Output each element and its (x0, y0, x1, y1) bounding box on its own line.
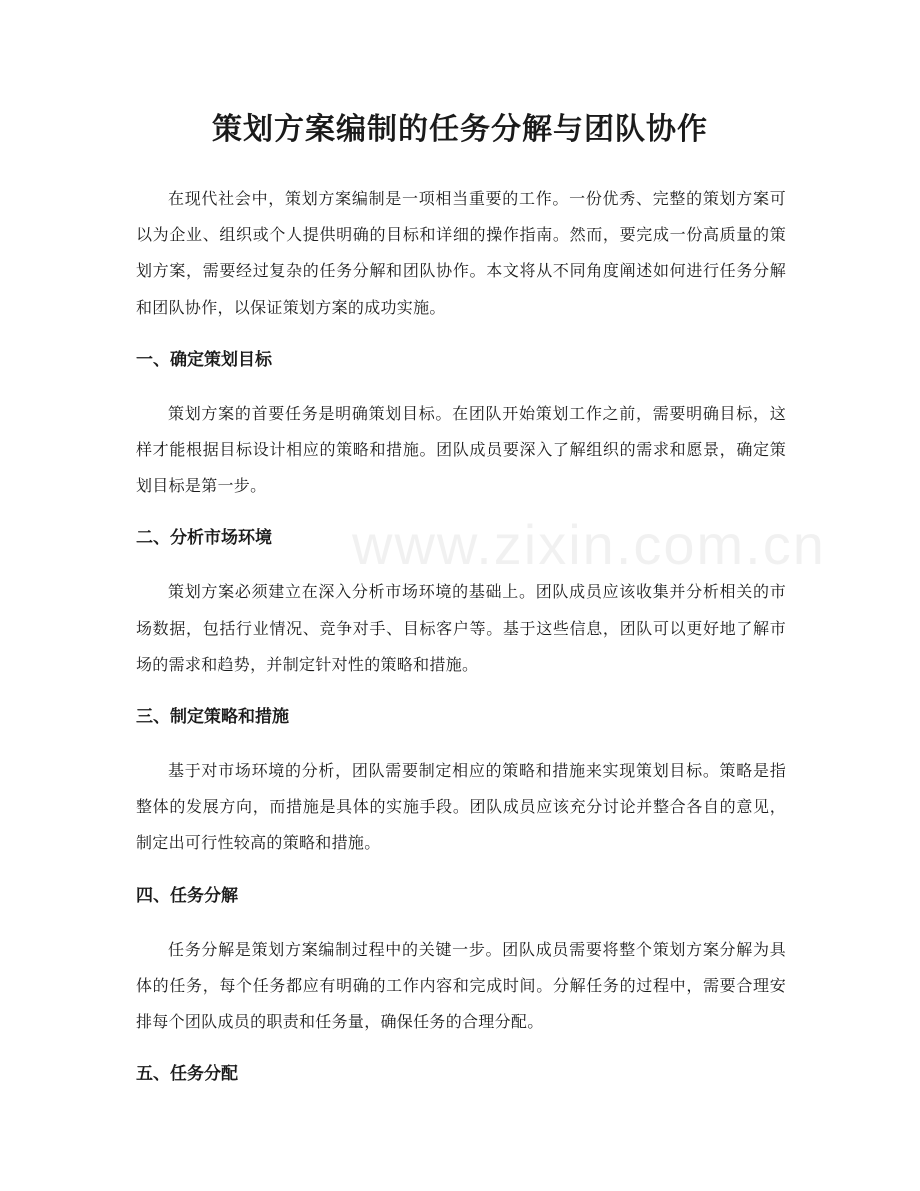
section-heading-1: 一、确定策划目标 (136, 349, 272, 370)
section-heading-3: 三、制定策略和措施 (136, 707, 289, 728)
spacer (136, 735, 786, 753)
watermark: www.zixin.com.cn (352, 513, 826, 576)
spacer (136, 326, 786, 342)
section-heading-4: 四、任务分解 (136, 885, 238, 906)
section-heading-5: 五、任务分配 (136, 1064, 238, 1085)
section-paragraph-3: 基于对市场环境的分析，团队需要制定相应的策略和措施来实现策划目标。策略是指整体的发展方向，而措施是具体的实施手段。团队成员应该充分讨论并整合各自的意见，制定出可行性较高的策略和措施。 (136, 761, 786, 853)
document-body (136, 181, 786, 1092)
spacer (136, 862, 786, 878)
spacer (136, 378, 786, 396)
spacer (136, 683, 786, 699)
spacer (136, 1040, 786, 1056)
section-paragraph-1: 策划方案的首要任务是明确策划目标。在团队开始策划工作之前，需要明确目标，这样才能根据目标设计相应的策略和措施。团队成员要深入了解组织的需求和愿景，确定策划目标是第一步。 (136, 403, 786, 496)
intro-paragraph: 在现代社会中，策划方案编制是一项相当重要的工作。一份优秀、完整的策划方案可以为企业、组织或个人提供明确的目标和详细的操作指南。然而，要完成一份高质量的策划方案，需要经过复杂的任务分解和团队协作。本文将从不同角度阐述如何进行任务分解和团队协作，以保证策划方案的成功实施。 (136, 189, 786, 317)
section-paragraph-4: 任务分解是策划方案编制过程中的关键一步。团队成员需要将整个策划方案分解为具体的任务，每个任务都应有明确的工作内容和完成时间。分解任务的过程中，需要合理安排每个团队成员的职责和任务量，确保任务的合理分配。 (136, 939, 786, 1032)
document-title: 策划方案编制的任务分解与团队协作 (212, 112, 708, 147)
section-heading-2: 二、分析市场环境 (136, 528, 272, 549)
spacer (136, 504, 786, 520)
spacer (136, 556, 786, 574)
spacer (136, 914, 786, 932)
section-paragraph-2: 策划方案必须建立在深入分析市场环境的基础上。团队成员应该收集并分析相关的市场数据，包括行业情况、竞争对手、目标客户等。基于这些信息，团队可以更好地了解市场的需求和趋势，并制定针对性的策略和措施。 (136, 582, 786, 674)
